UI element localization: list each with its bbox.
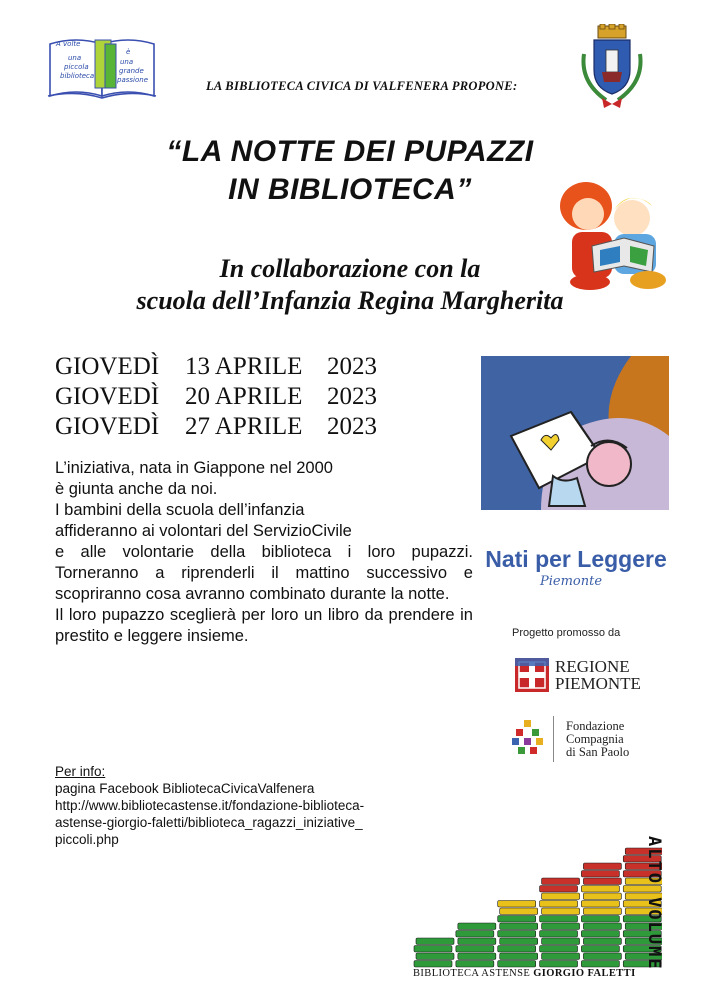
book-spine <box>458 923 496 930</box>
description-line: L’iniziativa, nata in Giappone nel 2000 <box>55 459 333 477</box>
date-day: GIOVEDÌ <box>55 353 160 380</box>
book-spine <box>416 938 454 945</box>
fondazione-compagnia-name <box>566 720 629 759</box>
coat-of-arms-icon <box>576 24 648 110</box>
caption-part-b: GIORGIO FALETTI <box>533 968 636 979</box>
book-spine <box>583 923 621 930</box>
book-spine <box>456 961 494 968</box>
date-row <box>55 382 377 412</box>
logo-text: passione <box>117 76 148 84</box>
book-spine <box>542 878 580 885</box>
date-date: 13 APRILE <box>185 353 303 380</box>
book-spine <box>581 871 619 878</box>
book-spine <box>542 953 580 960</box>
regione-line-2: PIEMONTE <box>555 674 641 693</box>
date-day: GIOVEDÌ <box>55 413 160 440</box>
book-spine <box>542 893 580 900</box>
nati-per-leggere-subtitle: Piemonte <box>540 574 603 589</box>
date-day: GIOVEDÌ <box>55 383 160 410</box>
book-spine <box>500 923 538 930</box>
book-stacks-icon <box>412 830 662 970</box>
book-spine <box>540 961 578 968</box>
date-date: 20 APRILE <box>185 383 303 410</box>
info-url[interactable]: http://www.bibliotecastense.it/fondazione-biblioteca- <box>55 798 365 813</box>
description-line: affideranno ai volontari del ServizioCivile <box>55 522 352 540</box>
book-spine <box>540 901 578 908</box>
fcsp-line-1: Fondazione <box>566 719 625 733</box>
date-row <box>55 412 377 442</box>
intro-heading: LA BIBLIOTECA CIVICA DI VALFENERA PROPONE: <box>206 79 518 93</box>
piemonte-flag-icon <box>515 658 549 692</box>
description-line: I bambini della scuola dell’infanzia <box>55 501 305 519</box>
logo-text: A volte <box>56 40 81 48</box>
logo-text: biblioteca <box>60 72 95 80</box>
library-book-logo <box>46 34 158 102</box>
book-spine <box>500 938 538 945</box>
date-year: 2023 <box>327 353 377 380</box>
promoted-by-label: Progetto promosso da <box>512 627 621 639</box>
town-crest <box>576 24 648 110</box>
page-title <box>100 133 600 209</box>
alto-volume-label: ALTO VOLUME <box>644 836 664 971</box>
title-line-2: IN BIBLIOTECA” <box>228 173 472 206</box>
book-spine <box>581 946 619 953</box>
reading-baby-icon <box>481 356 669 510</box>
book-spine <box>583 863 621 870</box>
book-spine <box>540 946 578 953</box>
book-spine <box>498 961 536 968</box>
book-spine <box>583 878 621 885</box>
book-spine <box>542 923 580 930</box>
date-row <box>55 352 377 382</box>
book-spine <box>414 946 452 953</box>
info-url[interactable]: astense-giorgio-faletti/biblioteca_ragazzi_iniziative_ <box>55 815 363 830</box>
book-spine <box>542 908 580 915</box>
logo-text: piccola <box>64 63 89 71</box>
book-spine <box>540 916 578 923</box>
info-url[interactable]: piccoli.php <box>55 832 119 847</box>
info-heading: Per info: <box>55 764 106 779</box>
description-line: è giunta anche da noi. <box>55 480 218 498</box>
regione-piemonte-name <box>555 658 641 692</box>
book-spine <box>542 938 580 945</box>
book-spine <box>581 886 619 893</box>
nati-per-leggere-illustration <box>481 356 669 510</box>
logo-text: grande <box>119 67 144 75</box>
book-spine <box>581 916 619 923</box>
description-paragraph: Il loro pupazzo sceglierà per loro un libro da prendere in prestito e leggere insieme. <box>55 606 473 645</box>
book-spine <box>458 953 496 960</box>
book-spine <box>500 908 538 915</box>
fcsp-line-3: di San Paolo <box>566 745 630 759</box>
date-date: 27 APRILE <box>185 413 303 440</box>
book-spine <box>456 931 494 938</box>
book-spine <box>583 908 621 915</box>
book-spine <box>583 953 621 960</box>
title-line-1: “LA NOTTE DEI PUPAZZI <box>166 135 534 168</box>
description-paragraph: e alle volontarie della biblioteca i loro pupazzi. Torneranno a riprenderli il mattino successivo e scopriranno cosa avranno combinato durante la notte. <box>55 543 473 603</box>
book-spine <box>581 961 619 968</box>
regione-piemonte-logo <box>515 658 549 692</box>
book-spine <box>540 931 578 938</box>
event-dates <box>55 352 377 442</box>
event-description <box>55 458 473 647</box>
logo-text: una <box>120 58 134 66</box>
book-spine <box>498 946 536 953</box>
book-spine <box>581 901 619 908</box>
collab-line-2: scuola dell’Infanzia Regina Margherita <box>136 286 564 315</box>
date-year: 2023 <box>327 413 377 440</box>
book-spine <box>414 961 452 968</box>
alto-volume-logo <box>412 830 662 970</box>
book-spine <box>540 886 578 893</box>
book-spine <box>498 916 536 923</box>
book-spine <box>498 901 536 908</box>
info-facebook: pagina Facebook BibliotecaCivicaValfenera <box>55 781 315 796</box>
fcsp-line-2: Compagnia <box>566 732 624 746</box>
regione-line-1: REGIONE <box>555 657 630 676</box>
book-spine <box>583 893 621 900</box>
caption-part-a: BIBLIOTECA ASTENSE <box>413 968 534 979</box>
nati-per-leggere-title: Nati per Leggere <box>485 546 667 572</box>
book-spine <box>416 953 454 960</box>
contact-info <box>55 763 364 848</box>
book-spine <box>581 931 619 938</box>
logo-text: è <box>126 48 131 56</box>
collaboration-text <box>80 253 620 317</box>
book-spine <box>458 938 496 945</box>
book-spine <box>500 953 538 960</box>
library-caption <box>413 968 636 979</box>
logo-text: una <box>68 54 82 62</box>
book-spine <box>498 931 536 938</box>
book-spine <box>583 938 621 945</box>
date-year: 2023 <box>327 383 377 410</box>
fondazione-compagnia-logo <box>512 720 544 756</box>
collab-line-1: In collaborazione con la <box>219 254 481 283</box>
logo-divider <box>553 716 554 762</box>
colored-squares-icon <box>512 720 544 756</box>
alto-volume-label-box <box>638 836 668 971</box>
book-spine <box>456 946 494 953</box>
